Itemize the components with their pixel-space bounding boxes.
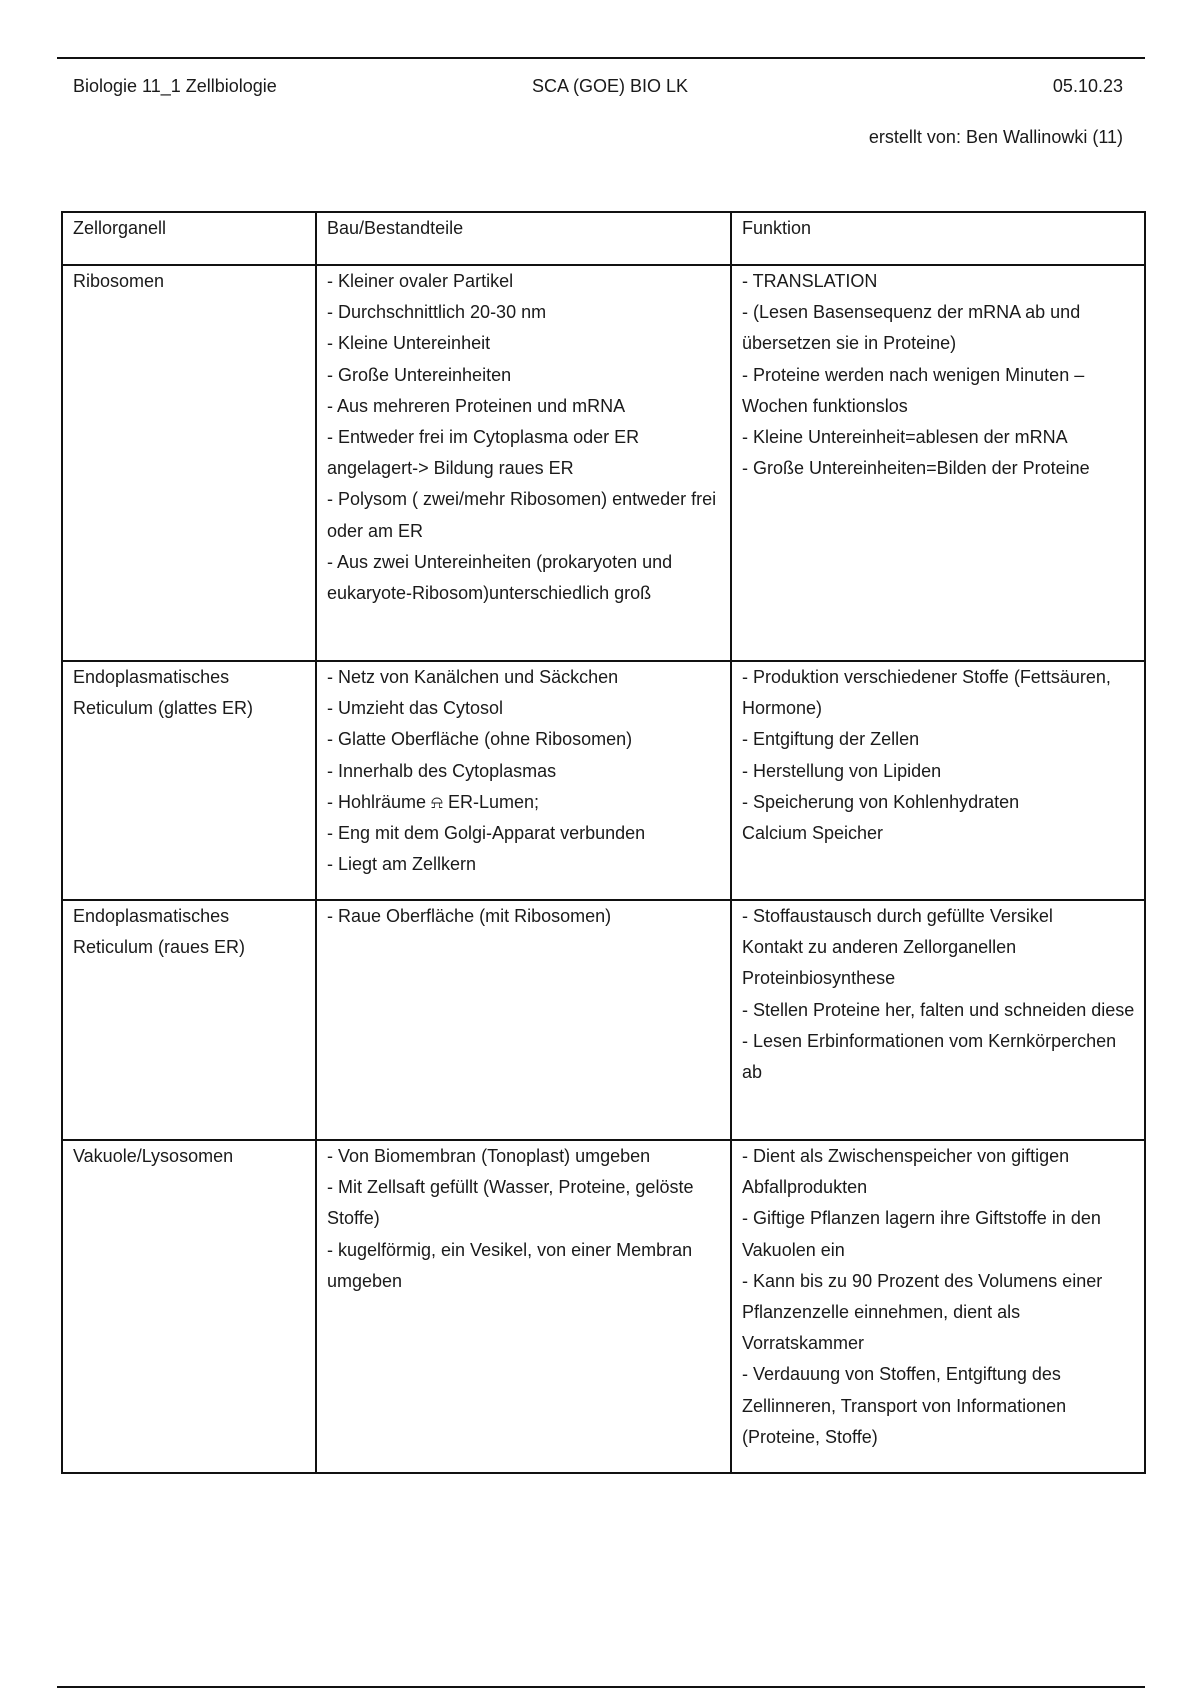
structure-line: - Entweder frei im Cytoplasma oder ER angelagert-> Bildung raues ER <box>327 427 640 479</box>
structure-line: - Polysom ( zwei/mehr Ribosomen) entweder frei oder am ER <box>327 489 717 541</box>
structure-line: - Raue Oberfläche (mit Ribosomen) <box>327 906 612 926</box>
structure-line: - Aus zwei Untereinheiten (prokaryoten und eukaryote-Ribosom)unterschiedlich groß <box>327 551 673 604</box>
function-cell <box>731 661 1145 900</box>
structure-line: - Netz von Kanälchen und Säckchen <box>327 667 619 687</box>
structure-line: - Mit Zellsaft gefüllt (Wasser, Proteine, gelöste Stoffe) <box>327 1177 694 1229</box>
structure-line: - Liegt am Zellkern <box>327 854 477 875</box>
structure-line: - Große Untereinheiten <box>327 364 512 385</box>
structure-cell <box>316 265 731 661</box>
function-line: - Produktion verschiedener Stoffe (Fettsäuren, Hormone) <box>742 667 1111 719</box>
structure-line: - Von Biomembran (Tonoplast) umgeben <box>327 1146 651 1166</box>
footer-rule <box>57 1686 1145 1688</box>
function-line: - Entgiftung der Zellen <box>742 729 920 750</box>
function-line: - Kleine Untereinheit=ablesen der mRNA <box>742 427 1068 448</box>
organelle-cell: Ribosomen <box>62 265 316 661</box>
structure-line: - Kleiner ovaler Partikel <box>327 271 514 291</box>
structure-line: - Durchschnittlich 20-30 nm <box>327 302 547 323</box>
function-line: - Speicherung von Kohlenhydraten <box>742 791 1020 812</box>
organelle-table <box>61 211 1146 1474</box>
function-line: - Stellen Proteine her, falten und schneiden diese <box>742 999 1135 1020</box>
function-line: - Dient als Zwischenspeicher von giftigen Abfallprodukten <box>742 1146 1070 1198</box>
structure-line: - Aus mehreren Proteinen und mRNA <box>327 395 626 416</box>
structure-line: - Innerhalb des Cytoplasmas <box>327 760 557 781</box>
function-line: Proteinbiosynthese <box>742 968 896 989</box>
column-header-organelle: Zellorganell <box>62 212 316 265</box>
table-row <box>62 1140 1145 1473</box>
function-line: - (Lesen Basensequenz der mRNA ab und übersetzen sie in Proteine) <box>742 302 1081 354</box>
function-line: - Verdauung von Stoffen, Entgiftung des Zellinneren, Transport von Informationen (Proteine, Stoffe) <box>742 1364 1067 1447</box>
course-title: Biologie 11_1 Zellbiologie <box>73 76 277 96</box>
organelle-cell: Endoplasmatisches Reticulum (glattes ER) <box>62 661 316 900</box>
function-line: - Herstellung von Lipiden <box>742 760 942 781</box>
column-header-structure: Bau/Bestandteile <box>316 212 731 265</box>
function-cell <box>731 900 1145 1140</box>
class-code: SCA (GOE) BIO LK <box>531 76 689 96</box>
function-line: Kontakt zu anderen Zellorganellen <box>742 937 1017 958</box>
document-date: 05.10.23 <box>1052 76 1123 96</box>
function-line: - Giftige Pflanzen lagern ihre Giftstoffe in den Vakuolen ein <box>742 1208 1101 1260</box>
organelle-cell: Endoplasmatisches Reticulum (raues ER) <box>62 900 316 1140</box>
function-cell <box>731 265 1145 661</box>
structure-line: - Umzieht das Cytosol <box>327 698 504 719</box>
header-rule <box>57 57 1145 59</box>
table-row <box>62 265 1145 661</box>
function-line: - Proteine werden nach wenigen Minuten – Wochen funktionslos <box>742 364 1085 416</box>
structure-line: - Kleine Untereinheit <box>327 333 491 354</box>
table-row <box>62 900 1145 1140</box>
table-header-row <box>62 212 1145 265</box>
structure-cell <box>316 900 731 1140</box>
author-line: erstellt von: Ben Wallinowki (11) <box>868 127 1123 147</box>
structure-cell <box>316 661 731 900</box>
structure-cell <box>316 1140 731 1473</box>
function-line: - TRANSLATION <box>742 271 878 291</box>
structure-line: - kugelförmig, ein Vesikel, von einer Membran umgeben <box>327 1239 693 1291</box>
function-line: - Lesen Erbinformationen vom Kernkörperchen ab <box>742 1030 1117 1083</box>
structure-line: - Eng mit dem Golgi-Apparat verbunden <box>327 823 646 844</box>
structure-line: - Glatte Oberfläche (ohne Ribosomen) <box>327 729 633 750</box>
structure-line: - Hohlräume ⍾ ER-Lumen; <box>327 791 539 812</box>
function-line: - Kann bis zu 90 Prozent des Volumens einer Pflanzenzelle einnehmen, dient als Vorratskammer <box>742 1270 1103 1354</box>
table-row <box>62 661 1145 900</box>
column-header-function: Funktion <box>731 212 1145 265</box>
function-line: Calcium Speicher <box>742 823 884 844</box>
function-line: - Stoffaustausch durch gefüllte Versikel <box>742 906 1053 926</box>
function-line: - Große Untereinheiten=Bilden der Proteine <box>742 458 1090 479</box>
organelle-cell: Vakuole/Lysosomen <box>62 1140 316 1473</box>
function-cell <box>731 1140 1145 1473</box>
